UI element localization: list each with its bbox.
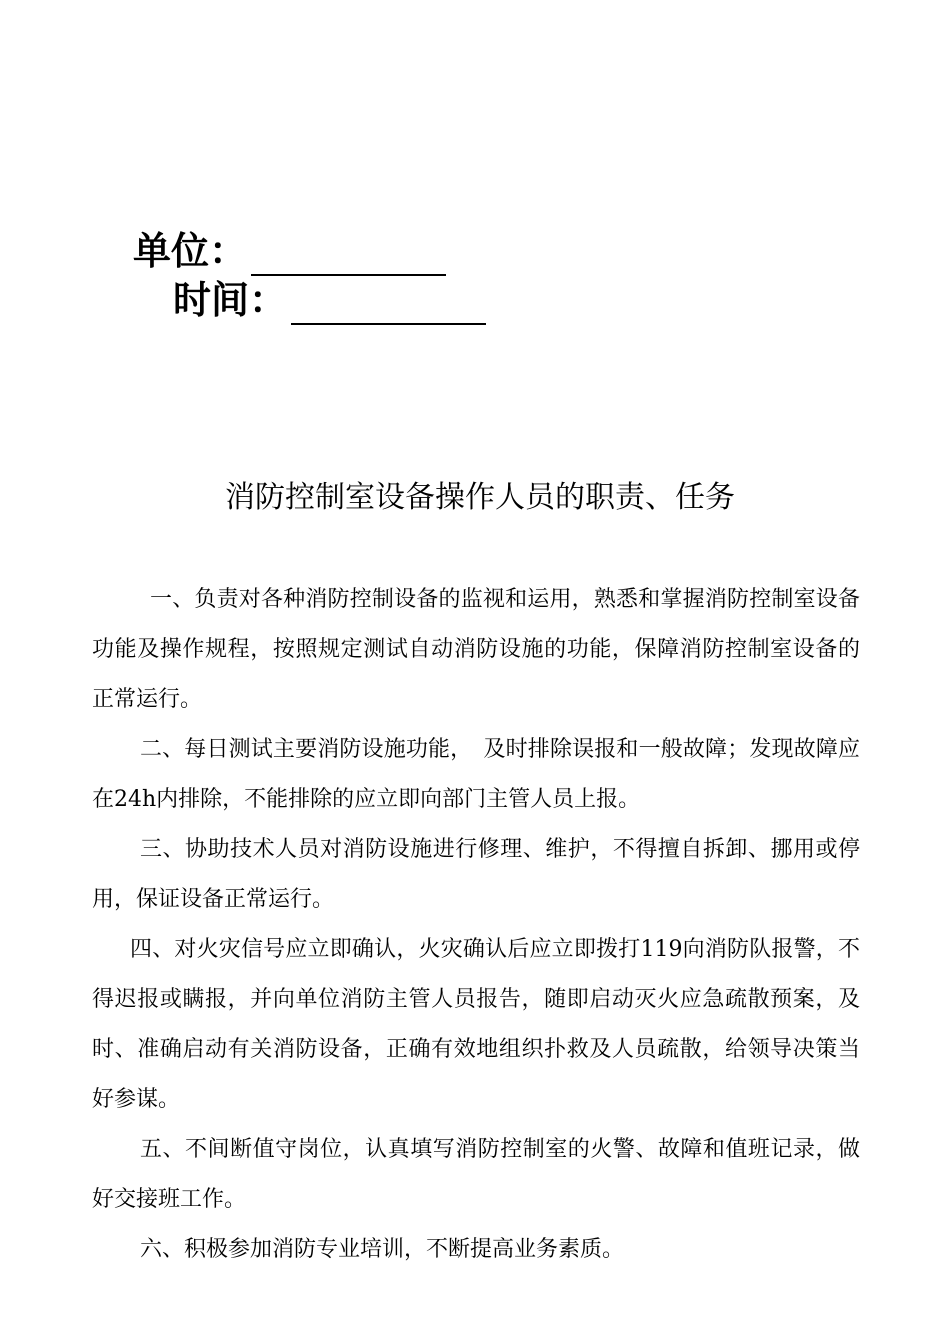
- paragraph-1: 一、负责对各种消防控制设备的监视和运用，熟悉和掌握消防控制室设备功能及操作规程，按照规定测试自动消防设施的功能，保障消防控制室设备的正常运行。: [92, 587, 860, 712]
- paragraph-5: 五、不间断值守岗位，认真填写消防控制室的火警、故障和值班记录，做好交接班工作。: [92, 1137, 860, 1212]
- unit-label: 单位：: [133, 229, 248, 273]
- paragraph-4: 四、对火灾信号应立即确认，火灾确认后应立即拨打119向消防队报警，不得迟报或瞒报，并向单位消防主管人员报告，随即启动灭火应急疏散预案，及时、准确启动有关消防设备，正确有效地组织扑救及人员疏散，给领导决策当好参谋。: [92, 937, 860, 1112]
- time-label: 时间：: [173, 278, 288, 322]
- paragraph-2: 二、每日测试主要消防设施功能， 及时排除误报和一般故障；发现故障应在24h内排除，不能排除的应立即向部门主管人员上报。: [92, 737, 860, 812]
- paragraph-3: 三、协助技术人员对消防设施进行修理、维护，不得擅自拆卸、挪用或停用，保证设备正常运行。: [92, 837, 860, 912]
- unit-blank-line: [251, 234, 446, 276]
- paragraph-6: 六、积极参加消防专业培训，不断提高业务素质。: [140, 1237, 625, 1262]
- time-field: [173, 275, 486, 325]
- unit-field: [133, 226, 446, 276]
- document-title: 消防控制室设备操作人员的职责、任务: [225, 480, 735, 515]
- time-blank-line: [291, 283, 486, 325]
- document-body: [92, 575, 860, 1275]
